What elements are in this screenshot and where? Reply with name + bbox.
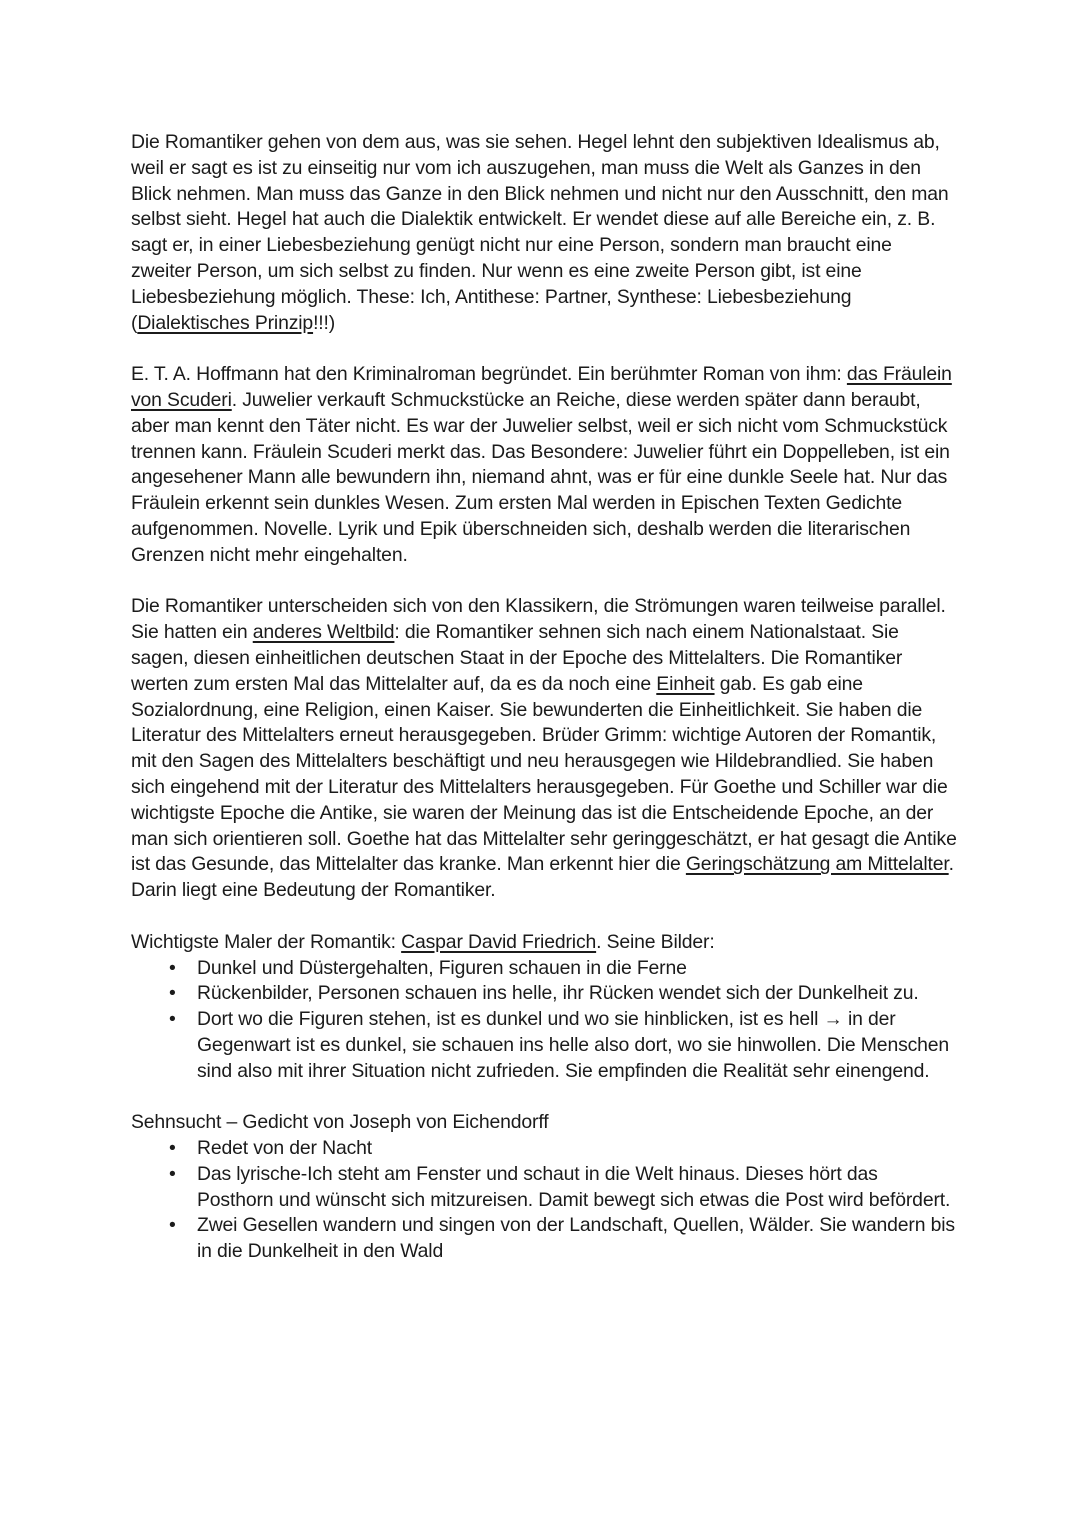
notes-content <box>131 130 957 1265</box>
list-item <box>131 1162 957 1214</box>
underlined-term-geringschaetzung: Geringschätzung am Mittelalter <box>685 853 949 876</box>
paragraph-eta-hoffmann <box>131 362 957 568</box>
list-item-text: Dunkel und Düstergehalten, Figuren schauen in die Ferne <box>197 956 687 979</box>
section-heading-sehnsucht <box>131 1110 957 1136</box>
paragraph-text: Die Romantiker gehen von dem aus, was sie sehen. Hegel lehnt den subjektiven Idealismus ab, weil er sagt es ist zu einseitig nur vom ich auszugehen, man muss die Welt als Ganzes in den Blick nehmen. Man muss das Ganze in den Blick nehmen und nicht nur den Ausschnitt, den man selbst sieht. Hegel hat auch die Dialektik entwickelt. Er wendet diese auf alle Bereiche ein, z. B. sagt er, in einer Liebesbeziehung genügt nicht nur eine Person, sondern man braucht eine zweiter Person, um sich selbst zu finden. Nur wenn es eine zweite Person gibt, ist eine Liebesbeziehung möglich. These: Ich, Antithese: Partner, Synthese: Liebesbeziehung ( <box>131 131 949 334</box>
bullet-icon: • <box>169 1162 176 1185</box>
heading-text: Wichtigste Maler der Romantik: <box>131 930 402 953</box>
list-item-text: Dort wo die Figuren stehen, ist es dunkel und wo sie hinblicken, ist es hell → in der Gegenwart ist es dunkel, sie schauen ins helle also dort, wo sie hinwollen. Die Menschen sind also mit ihrer Situation nicht zufrieden. Sie empfinden die Realität sehr einengend. <box>197 1008 950 1082</box>
paragraph-text: . Darin liegt eine Bedeutung der Romantiker. <box>131 853 954 902</box>
underlined-term-einheit: Einheit <box>656 672 715 695</box>
paragraph-text: Die Romantiker unterscheiden sich von den Klassikern, die Strömungen waren teilweise parallel. Sie hatten ein <box>131 595 946 644</box>
section-heading-maler <box>131 930 957 956</box>
underlined-term-anderes-weltbild: anderes Weltbild <box>252 621 395 644</box>
paragraph-text: !!!) <box>313 311 336 334</box>
heading-text: Sehnsucht – Gedicht von Joseph von Eichendorff <box>131 1111 549 1134</box>
paragraph-text: . Juwelier verkauft Schmuckstücke an Reiche, diese werden später dann beraubt, aber man kennt den Täter nicht. Es war der Juwelier selbst, weil er sich nicht vom Schmuckstück trennen kann. Fräulein Scuderi merkt das. Das Besondere: Juwelier führt ein Doppelleben, ist ein angesehener Mann alle bewundern ihn, niemand ahnt, was er für eine dunkle Seele hat. Nur das Fräulein erkennt sein dunkles Wesen. Zum ersten Mal werden in Epischen Texten Gedichte aufgenommen. Novelle. Lyrik und Epik überschneiden sich, deshalb werden die literarischen Grenzen nicht mehr eingehalten. <box>131 388 950 566</box>
bullet-icon: • <box>169 1137 176 1160</box>
paragraph-text: gab. Es gab eine Sozialordnung, eine Religion, einen Kaiser. Sie bewunderten die Einheitlichkeit. Sie haben die Literatur des Mittelalters erneut herausgegeben. Brüder Grimm: wichtige Autoren der Romantik, mit den Sagen des Mittelalters beschäftigt und neu herausgegen wie Hildebrandlied. Sie haben sich eingehend mit der Literatur des Mittelalters herausgegeben. Für Goethe und Schiller war die wichtigste Epoche die Antike, sie waren der Meinung das ist die Entscheidende Epoche, an der man sich orientieren soll. Goethe hat das Mittelalter sehr geringgeschätzt, er hat gesagt die Antike ist das Gesunde, das Mittelalter das kranke. Man erkennt hier die <box>131 672 957 876</box>
maler-bullet-list <box>131 956 957 1085</box>
bullet-icon: • <box>169 1214 176 1237</box>
bullet-icon: • <box>169 982 176 1005</box>
list-item <box>131 956 957 982</box>
list-item <box>131 1213 957 1265</box>
section-sehnsucht-eichendorff <box>131 1110 957 1265</box>
underlined-term-fraeulein-von-scuderi: das Fräulein von Scuderi <box>131 363 952 411</box>
list-item <box>131 1136 957 1162</box>
bullet-icon: • <box>169 1008 176 1031</box>
underlined-term-caspar-david-friedrich: Caspar David Friedrich <box>401 930 597 953</box>
sehnsucht-bullet-list <box>131 1136 957 1265</box>
paragraph-text: : die Romantiker sehnen sich nach einem Nationalstaat. Sie sagen, diesen einheitlichen deutschen Staat in der Epoche des Mittelalters. Die Romantiker werten zum ersten Mal das Mittelalter auf, da es da noch eine <box>131 621 903 695</box>
section-maler-romantik <box>131 930 957 1085</box>
paragraph-text: E. T. A. Hoffmann hat den Kriminalroman begründet. Ein berühmter Roman von ihm: <box>131 363 847 386</box>
list-item-text: Das lyrische-Ich steht am Fenster und schaut in die Welt hinaus. Dieses hört das Posthorn und wünscht sich mitzureisen. Damit bewegt sich etwas die Post wird befördert. <box>197 1162 951 1211</box>
list-item-text: Redet von der Nacht <box>197 1137 372 1160</box>
paragraph-romantiker-klassiker <box>131 594 957 904</box>
bullet-icon: • <box>169 956 176 979</box>
list-item <box>131 981 957 1007</box>
underlined-term-dialektisches-prinzip: Dialektisches Prinzip <box>137 311 314 334</box>
list-item-text: Zwei Gesellen wandern und singen von der Landschaft, Quellen, Wälder. Sie wandern bis in die Dunkelheit in den Wald <box>197 1214 955 1263</box>
list-item-text: Rückenbilder, Personen schauen ins helle, ihr Rücken wendet sich der Dunkelheit zu. <box>197 982 919 1005</box>
paragraph-hegel-dialektik <box>131 130 957 336</box>
heading-text: . Seine Bilder: <box>596 930 715 953</box>
list-item <box>131 1007 957 1084</box>
